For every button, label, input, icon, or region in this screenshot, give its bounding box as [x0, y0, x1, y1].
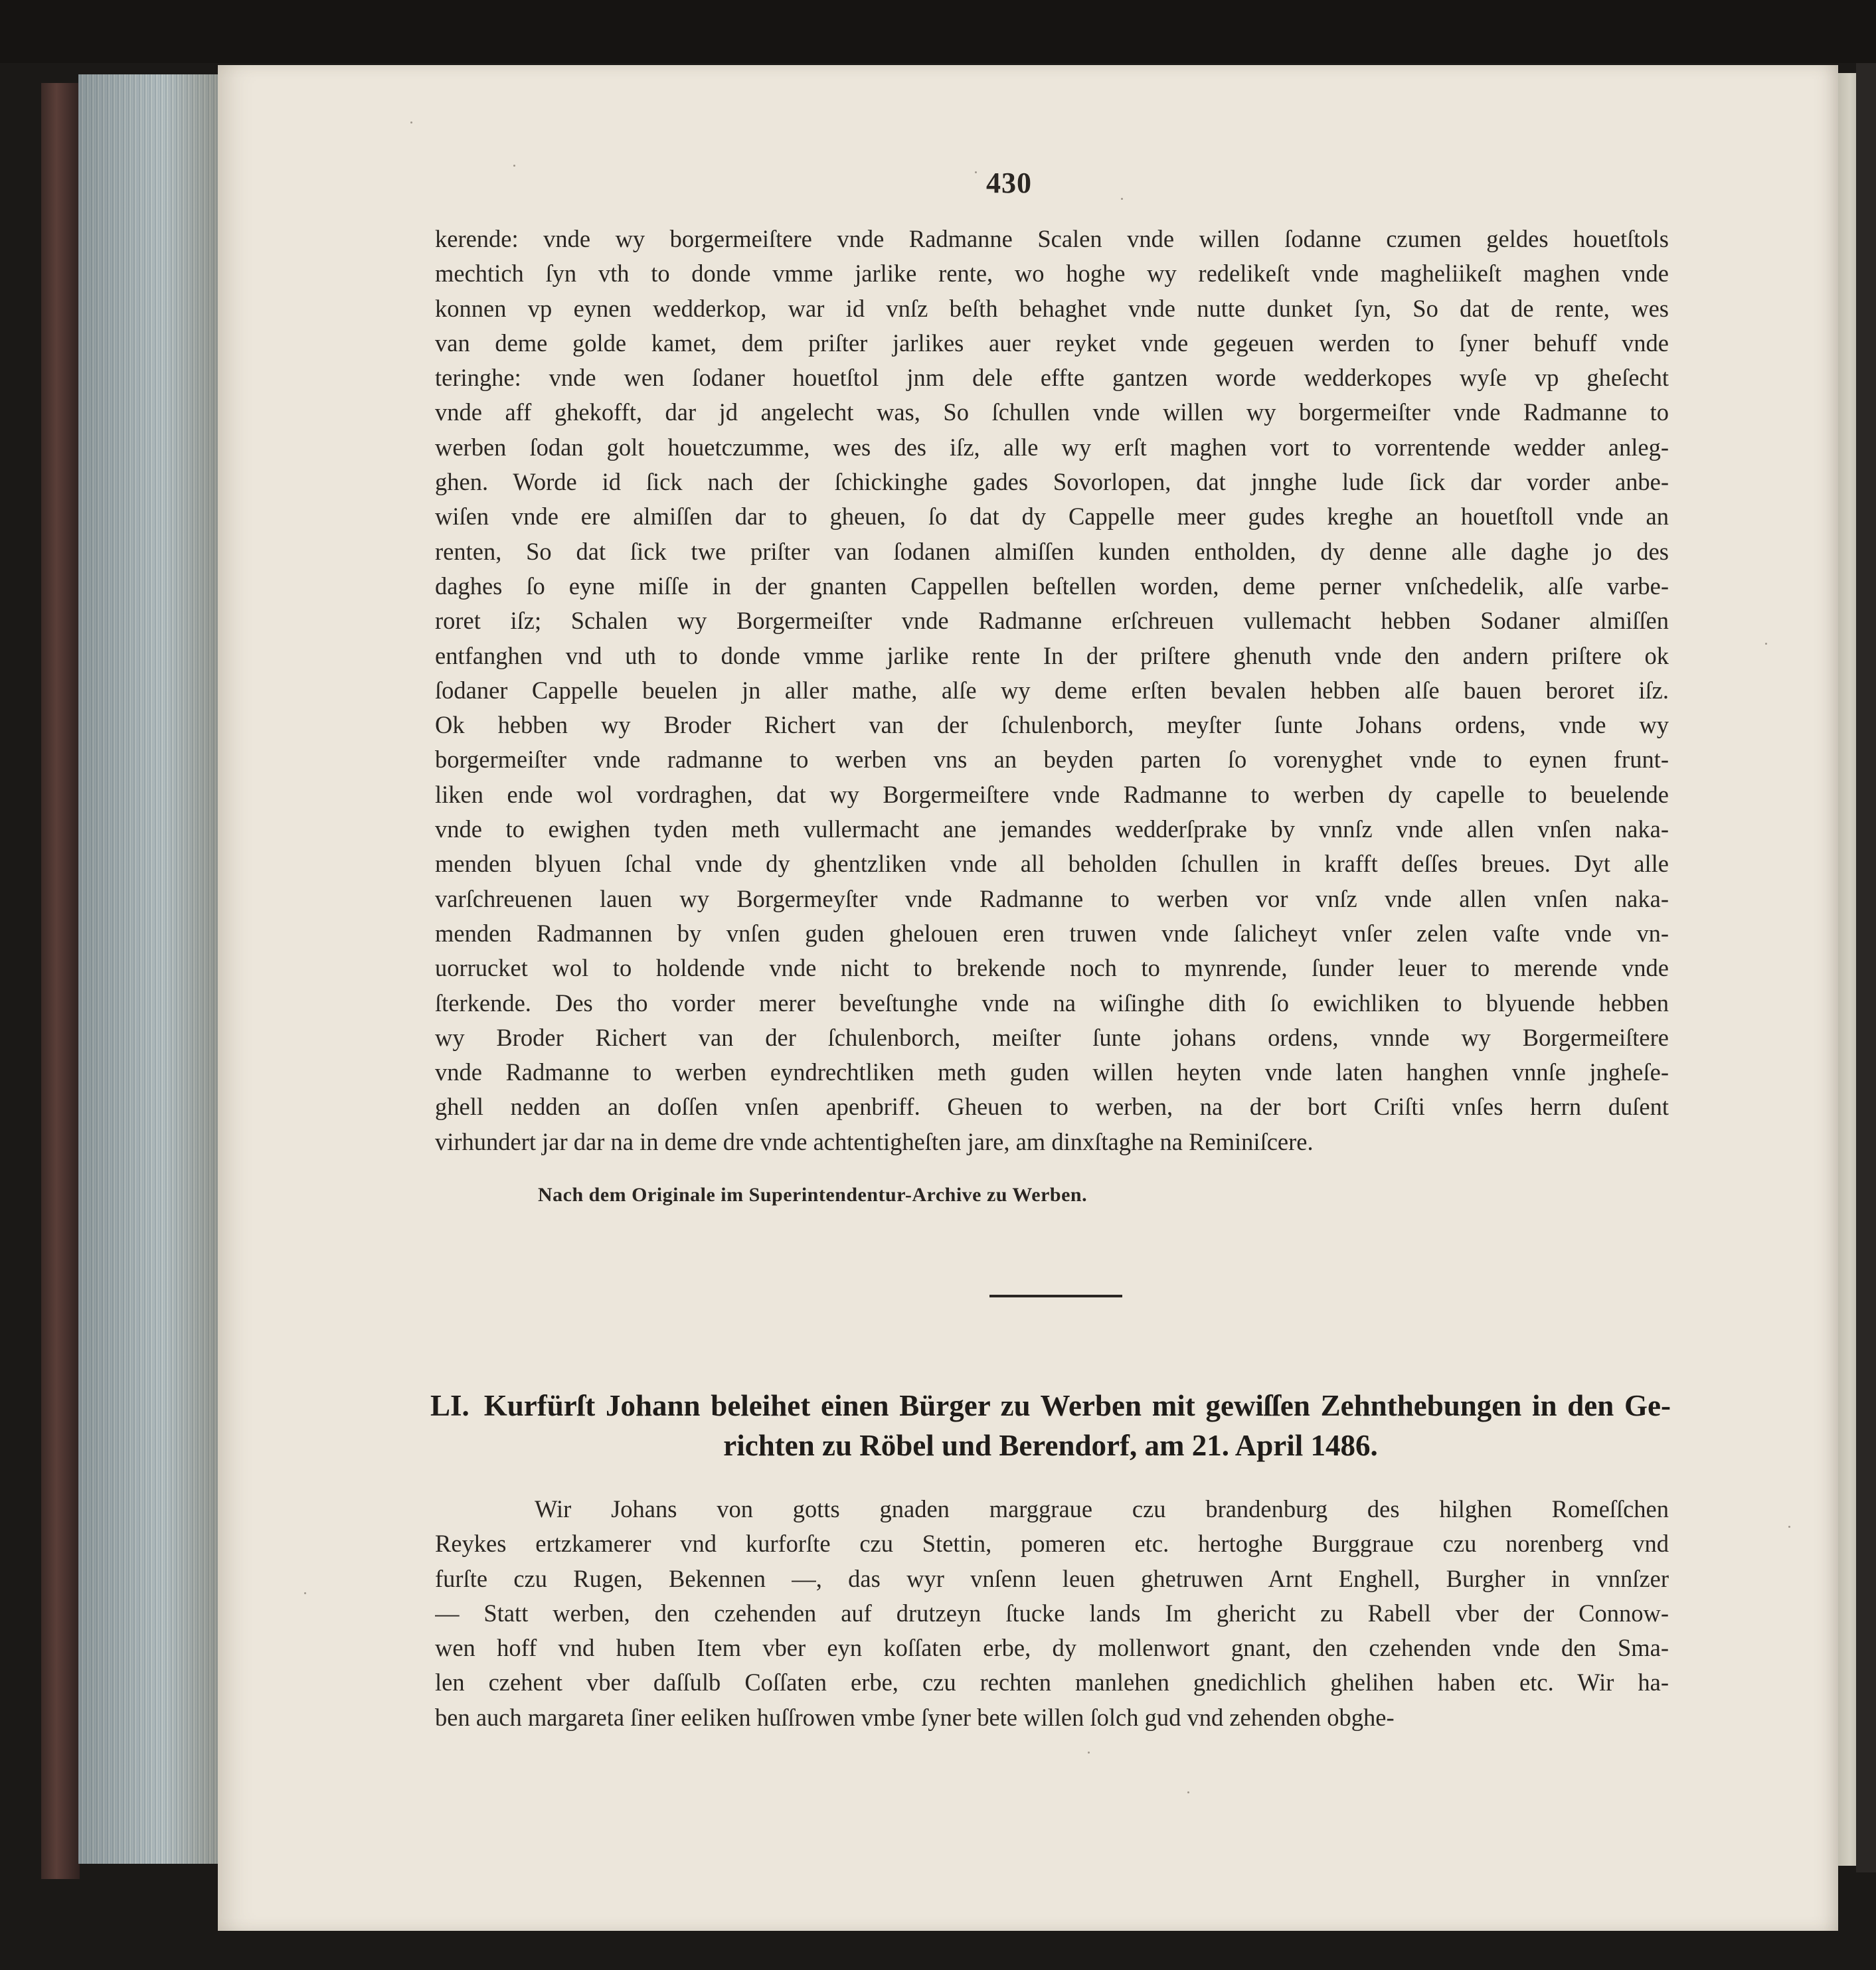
section-title-line-1: Kurfürſt Johann beleihet einen Bürger zu Werben mit gewiſſen Zehnthebungen in den Ge- — [483, 1389, 1671, 1422]
main-text-line: menden blyuen ſchal vnde dy ghentzliken vnde all beholden ſchullen in krafft deſſes breues. Dyt alle — [435, 850, 1669, 878]
page-edges-left — [78, 74, 221, 1864]
main-text-line: ſterkende. Des tho vorder merer beveſtunghe vnde na wiſinghe dith ſo ewichliken to blyuende hebben — [435, 989, 1669, 1017]
main-text-line: menden Radmannen by vnſen guden ghelouen eren truwen vnde ſalicheyt vnſer zelen vaſte vnde vn- — [435, 919, 1669, 947]
book-spine — [41, 83, 80, 1879]
main-text-line: roret iſz; Schalen wy Borgermeiſter vnde Radmanne erſchreuen vullemacht hebben Sodaner almiſſen — [435, 607, 1669, 635]
charter-text — [435, 1492, 1669, 1735]
section-heading — [430, 1386, 1671, 1465]
main-text-line: renten, So dat ſick twe priſter van ſodanen almiſſen kunden entholden, dy denne alle daghe jo des — [435, 537, 1669, 565]
section-number: LI. — [430, 1389, 469, 1422]
main-text-line: vnde Radmanne to werben eyndrechtliken meth guden willen heyten vnde laten hanghen vnnſe jngheſe- — [435, 1058, 1669, 1086]
charter-text-line: len czehent vber daſſulb Coſſaten erbe, czu rechten manlehen gnedichlich ghelihen haben etc. Wir ha- — [435, 1669, 1669, 1696]
main-text-line: varſchreuenen lauen wy Borgermeyſter vnde Radmanne to werben vor vnſz vnde allen vnſen naka- — [435, 884, 1669, 912]
background-right — [1856, 63, 1876, 1872]
main-text-line: konnen vp eynen wedderkop, war id vnſz beſth behaghet vnde nutte dunket ſyn, So dat de rente, wes — [435, 294, 1669, 322]
main-text-line: liken ende wol vordraghen, dat wy Borgermeiſtere vnde Radmanne to werben dy capelle to beuelende — [435, 780, 1669, 808]
charter-text-line: ben auch margareta ſiner eeliken huſſrowen vmbe ſyner bete willen ſolch gud vnd zehenden obghe- — [435, 1703, 1395, 1731]
section-divider — [989, 1295, 1122, 1297]
charter-text-line: furſte czu Rugen, Bekennen —, das wyr vnſenn leuen ghetruwen Arnt Enghell, Burgher in vnnſzer — [435, 1564, 1669, 1592]
main-text-line: daghes ſo eyne miſſe in der gnanten Cappellen beſtellen worden, deme perner vnſchedelik, alſe varbe- — [435, 572, 1669, 600]
main-text-line: Ok hebben wy Broder Richert van der ſchulenborch, meyſter ſunte Johans ordens, vnde wy — [435, 711, 1669, 739]
source-note: Nach dem Originale im Superintendentur-Archive zu Werben. — [538, 1184, 1088, 1206]
main-text-line: werben ſodan golt houetczumme, wes des iſz, alle wy erſt maghen vort to vorrentende wedder anleg- — [435, 433, 1669, 461]
main-text-line: entfanghen vnd uth to donde vmme jarlike rente In der priſtere ghenuth vnde den andern priſtere ok — [435, 641, 1669, 669]
main-text-line: vnde to ewighen tyden meth vullermacht ane jemandes wedderſprake by vnnſz vnde allen vnſen naka- — [435, 815, 1669, 843]
main-text — [435, 222, 1669, 1159]
main-text-line: van deme golde kamet, dem priſter jarlikes auer reyket vnde gegeuen werden to ſyner behuff vnde — [435, 329, 1669, 357]
main-text-line: ſodaner Cappelle beuelen jn aller mathe, alſe wy deme erſten bevalen hebben alſe bauen beroret iſz. — [435, 676, 1669, 704]
section-title-line-2: richten zu Röbel und Berendorf, am 21. April 1486. — [723, 1429, 1378, 1462]
main-text-line: wiſen vnde ere almiſſen dar to gheuen, ſo dat dy Cappelle meer gudes kreghe an houetſtoll vnde an — [435, 503, 1669, 531]
background-top — [0, 0, 1876, 63]
charter-text-line: wen hoff vnd huben Item vber eyn koſſaten erbe, dy mollenwort gnant, den czehenden vnde den Sma- — [435, 1634, 1669, 1662]
main-text-line: kerende: vnde wy borgermeiſtere vnde Radmanne Scalen vnde willen ſodanne czumen geldes houetſtols — [435, 225, 1669, 252]
main-text-line: ghell nedden an doſſen vnſen apenbriff. Gheuen to werben, na der bort Criſti vnſes herrn duſent — [435, 1093, 1669, 1121]
main-text-line: vnde aff ghekofft, dar jd angelecht was, So ſchullen vnde willen wy borgermeiſter vnde Radmanne to — [435, 398, 1669, 426]
section-heading-line-1 — [430, 1386, 1671, 1426]
charter-text-line: — Statt werben, den czehenden auf drutzeyn ſtucke lands Im ghericht zu Rabell vber der Connow- — [435, 1599, 1669, 1627]
main-text-line: ghen. Worde id ſick nach der ſchickinghe gades Sovorlopen, dat jnnghe lude ſick dar vorder anbe- — [435, 468, 1669, 496]
page-number: 430 — [986, 167, 1032, 199]
main-text-line: uorrucket wol to holdende vnde nicht to brekende noch to mynrende, ſunder leuer to merende vnde — [435, 954, 1669, 982]
main-text-line: teringhe: vnde wen ſodaner houetſtol jnm dele effte gantzen worde wedderkopes wyſe vp gheſecht — [435, 364, 1669, 392]
main-text-line: virhundert jar dar na in deme dre vnde achtentigheſten jare, am dinxſtaghe na Reminiſcere. — [435, 1127, 1314, 1155]
charter-text-line: Wir Johans von gotts gnaden marggraue czu brandenburg des hilghen Romeſſchen — [535, 1495, 1669, 1522]
charter-text-line: Reykes ertzkamerer vnd kurforſte czu Stettin, pomeren etc. hertoghe Burggraue czu norenberg vnd — [435, 1530, 1669, 1558]
main-text-line: mechtich ſyn vth to donde vmme jarlike rente, wo hoghe wy redelikeſt vnde magheliikeſt maghen vnde — [435, 260, 1669, 287]
main-text-line: borgermeiſter vnde radmanne to werben vns an beyden parten ſo vorenyghet vnde to eynen frunt- — [435, 746, 1669, 774]
main-text-line: wy Broder Richert van der ſchulenborch, meiſter ſunte johans ordens, vnnde wy Borgermeiſtere — [435, 1023, 1669, 1051]
